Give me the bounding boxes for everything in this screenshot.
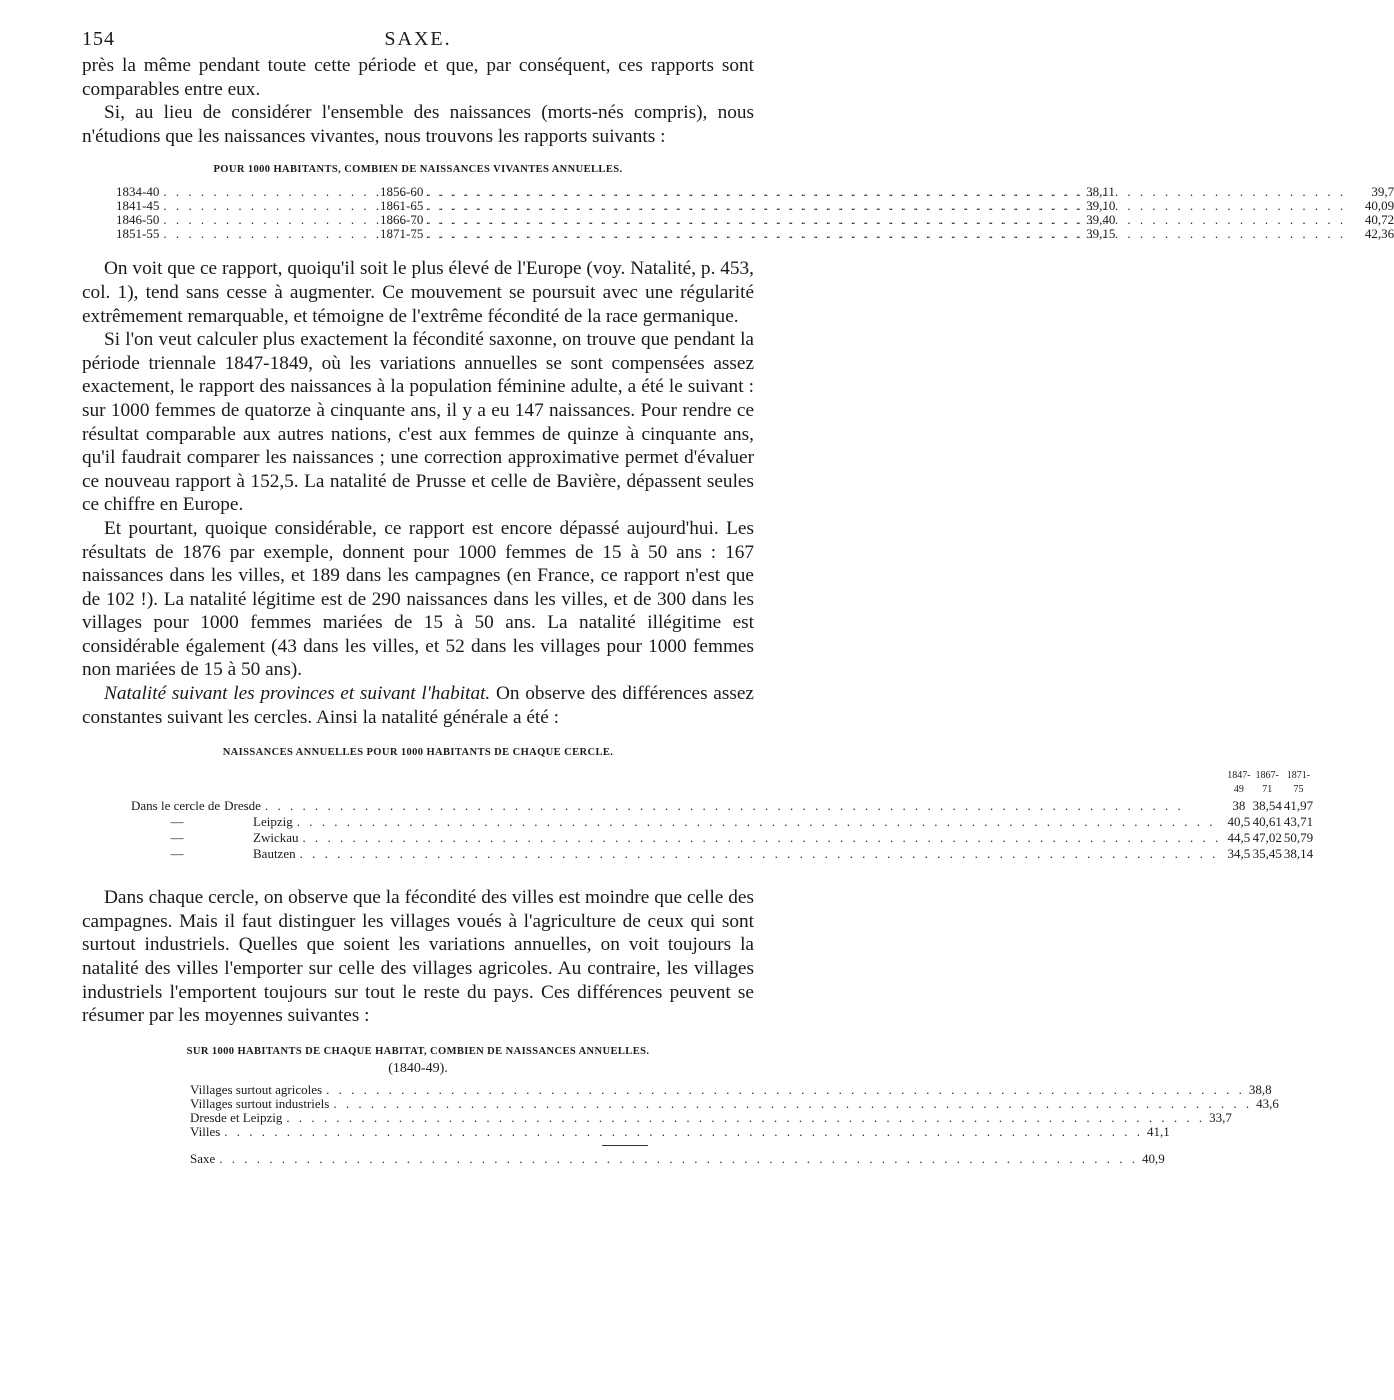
row-value: 39,7 bbox=[1371, 184, 1394, 200]
page bbox=[82, 24, 1394, 1166]
paragraph-6-text: On observe des différences assez constantes suivant les cercles. Ainsi la natalité générale a été : bbox=[82, 683, 754, 728]
value-cell: 44,5 bbox=[1227, 830, 1251, 846]
dot-leader bbox=[427, 213, 1346, 227]
circle-name: Bautzen bbox=[253, 846, 296, 862]
circle-name: Zwickau bbox=[253, 830, 299, 846]
row-prefix: Dans le cercle de bbox=[131, 798, 221, 814]
table-by-circle bbox=[82, 747, 1314, 862]
table-row bbox=[190, 1109, 1232, 1125]
table-row bbox=[130, 846, 1314, 862]
row-prefix: — bbox=[170, 814, 184, 830]
circle-table bbox=[130, 768, 1314, 862]
paragraph-4: Si l'on veut calculer plus exactement la fécondité saxonne, on trouve que pendant la période triennale 1847-1849, où les variations annuelles se sont compensées assez exactement, le rapport des naissances à la population féminine adulte, a été le suivant : sur 1000 femmes de quatorze à cinquante ans, il y a eu 147 naissances. Pour rendre ce résultat comparable aux autres nations, c'est aux femmes de quinze à cinquante ans, qu'il faudrait comparer les naissances ; une correction approximative permet d'évaluer ce nouveau rapport à 152,5. La natalité de Prusse et celle de Bavière, dépassent seules ce chiffre en Europe. bbox=[82, 329, 754, 516]
row-label: 1834-40 bbox=[116, 184, 160, 200]
row-label: Villes bbox=[190, 1123, 221, 1139]
table-right-column bbox=[340, 185, 1394, 241]
dot-leader bbox=[427, 199, 1346, 213]
value-cell: 50,79 bbox=[1283, 830, 1314, 846]
row-value: 40,9 bbox=[1142, 1150, 1165, 1166]
row-label: 1861-65 bbox=[380, 198, 424, 214]
row-value: 38,8 bbox=[1248, 1081, 1272, 1097]
habitat-rows bbox=[190, 1081, 1279, 1166]
table-row bbox=[380, 199, 1394, 213]
row-value: 39,10 bbox=[1086, 198, 1116, 214]
row-label: Villages surtout agricoles bbox=[190, 1081, 323, 1097]
section-heading-italic: Natalité suivant les provinces et suivant l'habitat. bbox=[104, 683, 491, 705]
circle-label-cell bbox=[130, 846, 1226, 862]
total-rule bbox=[602, 1145, 648, 1146]
table-header-row bbox=[130, 768, 1314, 798]
row-value: 43,6 bbox=[1256, 1095, 1279, 1111]
circle-label-cell bbox=[130, 814, 1226, 830]
table-row bbox=[190, 1095, 1279, 1111]
dot-leader bbox=[286, 1111, 1205, 1125]
dot-leader bbox=[333, 1097, 1252, 1111]
value-cell: 34,5 bbox=[1227, 846, 1251, 862]
row-label: 1846-50 bbox=[116, 212, 160, 228]
table-by-habitat bbox=[82, 1045, 1279, 1166]
paragraph-6 bbox=[82, 682, 754, 729]
paragraph-3-text: On voit que ce rapport, quoiqu'il soit le plus élevé de l'Europe (voy. Natalité, p. 453, col. 1), tend sans cesse à augmenter. Ce mouvement se poursuit avec une régularité extrêmement remarquable, et témoigne de l'extrême fécondité de la race germanique. bbox=[82, 258, 754, 327]
value-cell: 38,54 bbox=[1252, 798, 1282, 814]
row-value: 41,1 bbox=[1147, 1123, 1170, 1139]
value-cell: 35,45 bbox=[1252, 846, 1282, 862]
page-number: 154 bbox=[82, 28, 115, 50]
row-prefix: — bbox=[170, 846, 184, 862]
value-cell: 38 bbox=[1232, 798, 1246, 814]
row-label: Villages surtout industriels bbox=[190, 1095, 330, 1111]
dot-leader bbox=[326, 1083, 1245, 1097]
row-value: 42,36 bbox=[1364, 226, 1394, 242]
row-value: 38,11 bbox=[1086, 184, 1115, 200]
row-label: 1866-70 bbox=[380, 212, 424, 228]
dot-leader bbox=[219, 1152, 1138, 1166]
dot-leader bbox=[300, 847, 1222, 861]
circle-name: Dresde bbox=[224, 798, 261, 814]
value-cell: 47,02 bbox=[1252, 830, 1282, 846]
table-live-births bbox=[82, 164, 1394, 242]
table-row bbox=[380, 227, 1394, 241]
dot-leader bbox=[427, 227, 1346, 241]
table-row bbox=[190, 1123, 1170, 1139]
table-row bbox=[130, 814, 1314, 830]
table-row bbox=[130, 798, 1314, 814]
table-caption: NAISSANCES ANNUELLES POUR 1000 HABITANTS DE CHAQUE CERCLE. bbox=[222, 747, 614, 759]
value-cell: 40,61 bbox=[1252, 814, 1282, 830]
table-caption: POUR 1000 HABITANTS, COMBIEN DE NAISSANCES VIVANTES ANNUELLES. bbox=[213, 164, 623, 176]
page-header bbox=[82, 24, 754, 54]
row-value: 39,15 bbox=[1086, 226, 1116, 242]
table-row bbox=[380, 185, 1394, 199]
row-label: 1856-60 bbox=[380, 184, 424, 200]
dot-leader bbox=[224, 1125, 1143, 1139]
table-row bbox=[380, 213, 1394, 227]
total-row bbox=[190, 1150, 1165, 1166]
paragraph-1: près la même pendant toute cette période et que, par conséquent, ces rapports sont comparables entre eux. bbox=[82, 55, 754, 100]
running-title: SAXE. bbox=[384, 28, 452, 50]
circle-name: Leipzig bbox=[253, 814, 293, 830]
row-value: 39,40 bbox=[1086, 212, 1116, 228]
paragraph-7: Dans chaque cercle, on observe que la fécondité des villes est moindre que celle des campagnes. Mais il faut distinguer les villages voués à l'agriculture de ceux qui sont surtout industriels. Quelles que soient les variations annuelles, on voit toujours la natalité des villes l'emporter sur celle des villages agricoles. Au contraire, les villages industriels l'emportent toujours sur tout le reste du pays. Ces différences peuvent se résumer par les moyennes suivantes : bbox=[82, 887, 754, 1027]
row-label: 1871-75 bbox=[380, 226, 424, 242]
row-value: 40,09 bbox=[1364, 198, 1394, 214]
value-cell: 43,71 bbox=[1283, 814, 1314, 830]
row-label: Saxe bbox=[190, 1150, 216, 1166]
row-label: Dresde et Leipzig bbox=[190, 1109, 283, 1125]
table-row bbox=[130, 830, 1314, 846]
column-header: 1847-49 bbox=[1227, 770, 1251, 796]
column-header: 1871-75 bbox=[1286, 770, 1311, 796]
dot-leader bbox=[427, 185, 1346, 199]
value-cell: 38,14 bbox=[1283, 846, 1314, 862]
dot-leader bbox=[265, 799, 1221, 813]
value-cell: 40,5 bbox=[1227, 814, 1251, 830]
dot-leader bbox=[302, 831, 1221, 845]
row-value: 40,72 bbox=[1364, 212, 1394, 228]
column-header: 1867-71 bbox=[1255, 770, 1279, 796]
row-value: 33,7 bbox=[1209, 1109, 1232, 1125]
paragraph-2: Si, au lieu de considérer l'ensemble des naissances (morts-nés compris), nous n'étudions que les naissances vivantes, nous trouvons les rapports suivants : bbox=[82, 102, 754, 147]
circle-label-cell bbox=[130, 798, 1226, 814]
row-prefix: — bbox=[170, 830, 184, 846]
row-label: 1841-45 bbox=[116, 198, 160, 214]
paragraph-3 bbox=[82, 257, 754, 328]
paragraph-5: Et pourtant, quoique considérable, ce rapport est encore dépassé aujourd'hui. Les résultats de 1876 par exemple, donnent pour 1000 femmes de 15 à 50 ans : 167 naissances dans les villes, et 189 dans les campagnes (en France, ce rapport n'est que de 102 !). La natalité légitime est de 290 naissances dans les villes, et de 300 dans les villages pour 1000 femmes mariées de 15 à 50 ans. La natalité illégitime est considérable également (43 dans les villes, et 52 dans les villages pour 1000 femmes non mariées de 15 à 50 ans). bbox=[82, 517, 754, 681]
table-row bbox=[190, 1081, 1272, 1097]
dot-leader bbox=[297, 815, 1222, 829]
row-label: 1851-55 bbox=[116, 226, 160, 242]
table-caption: SUR 1000 HABITANTS DE CHAQUE HABITAT, COMBIEN DE NAISSANCES ANNUELLES. bbox=[186, 1045, 650, 1057]
table-period: (1840-49). bbox=[388, 1060, 448, 1076]
value-cell: 41,97 bbox=[1283, 798, 1314, 814]
circle-label-cell bbox=[130, 830, 1226, 846]
